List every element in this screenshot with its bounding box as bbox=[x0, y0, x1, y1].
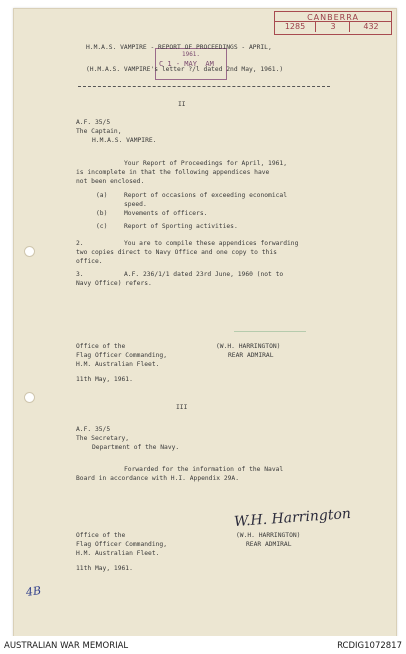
punch-hole bbox=[24, 392, 35, 403]
office-line: H.M. Australian Fleet. bbox=[76, 361, 160, 368]
paragraph-line: Navy Office) refers. bbox=[76, 280, 152, 287]
registry-file-number: 1285 bbox=[284, 22, 306, 31]
signatory-rank: REAR ADMIRAL bbox=[228, 352, 274, 359]
paragraph-line: is incomplete in that the following appendices have bbox=[76, 169, 270, 176]
received-stamp bbox=[155, 48, 227, 80]
received-stamp-year: 1961. bbox=[181, 51, 201, 58]
office-line: Flag Officer Commanding, bbox=[76, 352, 167, 359]
office-line: H.M. Australian Fleet. bbox=[76, 550, 160, 557]
list-item-label: (a) bbox=[96, 192, 108, 199]
paragraph-line: not been enclosed. bbox=[76, 178, 145, 185]
document-subtitle: (H.M.A.S. VAMPIRE's letter ?/l dated 2nd May, 1961.) bbox=[86, 66, 284, 73]
office-line: Flag Officer Commanding, bbox=[76, 541, 167, 548]
registry-stamp bbox=[274, 11, 392, 35]
list-item-text: Report of Sporting activities. bbox=[124, 223, 238, 230]
list-item-text: Report of occasions of exceeding economical bbox=[124, 192, 288, 199]
document-date: 11th May, 1961. bbox=[76, 376, 133, 383]
paragraph-line: office. bbox=[76, 258, 103, 265]
paragraph-line: Forwarded for the information of the Naval bbox=[124, 466, 284, 473]
list-item-label: (c) bbox=[96, 223, 108, 230]
addressee-line: Department of the Navy. bbox=[92, 444, 180, 451]
paragraph-line: two copies direct to Navy Office and one copy to this bbox=[76, 249, 277, 256]
section-number: II bbox=[178, 101, 186, 108]
punch-hole bbox=[24, 246, 35, 257]
handwritten-signature: W.H. Harrington bbox=[233, 505, 352, 531]
document-title: H.M.A.S. VAMPIRE - REPORT OF PROCEEDINGS - APRIL, bbox=[86, 44, 272, 51]
paragraph-line: A.F. 236/1/1 dated 23rd June, 1960 (not to bbox=[124, 271, 284, 278]
paragraph-line: You are to compile these appendices forwarding bbox=[124, 240, 299, 247]
signatory-name: (W.H. HARRINGTON) bbox=[236, 532, 301, 539]
margin-note: 4B bbox=[25, 584, 42, 599]
addressee-line: The Secretary, bbox=[76, 435, 130, 442]
received-stamp-date: C 1 - MAY AM bbox=[159, 60, 214, 68]
addressee-line: The Captain, bbox=[76, 128, 122, 135]
paper-page bbox=[13, 8, 397, 638]
list-item-text: speed. bbox=[124, 201, 147, 208]
list-item-label: (b) bbox=[96, 210, 108, 217]
signatory-rank: REAR ADMIRAL bbox=[246, 541, 292, 548]
registry-stamp-title: CANBERRA bbox=[307, 13, 359, 22]
reference-number: A.F. 35/5 bbox=[76, 119, 111, 126]
office-line: Office of the bbox=[76, 532, 126, 539]
archive-name: AUSTRALIAN WAR MEMORIAL bbox=[4, 641, 129, 651]
paragraph-number: 3. bbox=[76, 271, 84, 278]
paragraph-line: Your Report of Proceedings for April, 1961, bbox=[124, 160, 288, 167]
archive-record-id: RCDIG1072817 bbox=[337, 641, 402, 651]
signatory-name: (W.H. HARRINGTON) bbox=[216, 343, 281, 350]
separator-line bbox=[78, 86, 330, 87]
archive-footer bbox=[0, 636, 406, 654]
office-line: Office of the bbox=[76, 343, 126, 350]
document-date: 11th May, 1961. bbox=[76, 565, 133, 572]
reference-number: A.F. 35/5 bbox=[76, 426, 111, 433]
registry-part-number: 3 bbox=[315, 21, 350, 32]
registry-folio-number: 432 bbox=[349, 21, 392, 32]
approval-stamp bbox=[234, 331, 306, 340]
addressee-line: H.M.A.S. VAMPIRE. bbox=[92, 137, 157, 144]
list-item-text: Movements of officers. bbox=[124, 210, 208, 217]
paragraph-number: 2. bbox=[76, 240, 84, 247]
section-number: III bbox=[176, 404, 188, 411]
paragraph-line: Board in accordance with H.I. Appendix 29A. bbox=[76, 475, 240, 482]
